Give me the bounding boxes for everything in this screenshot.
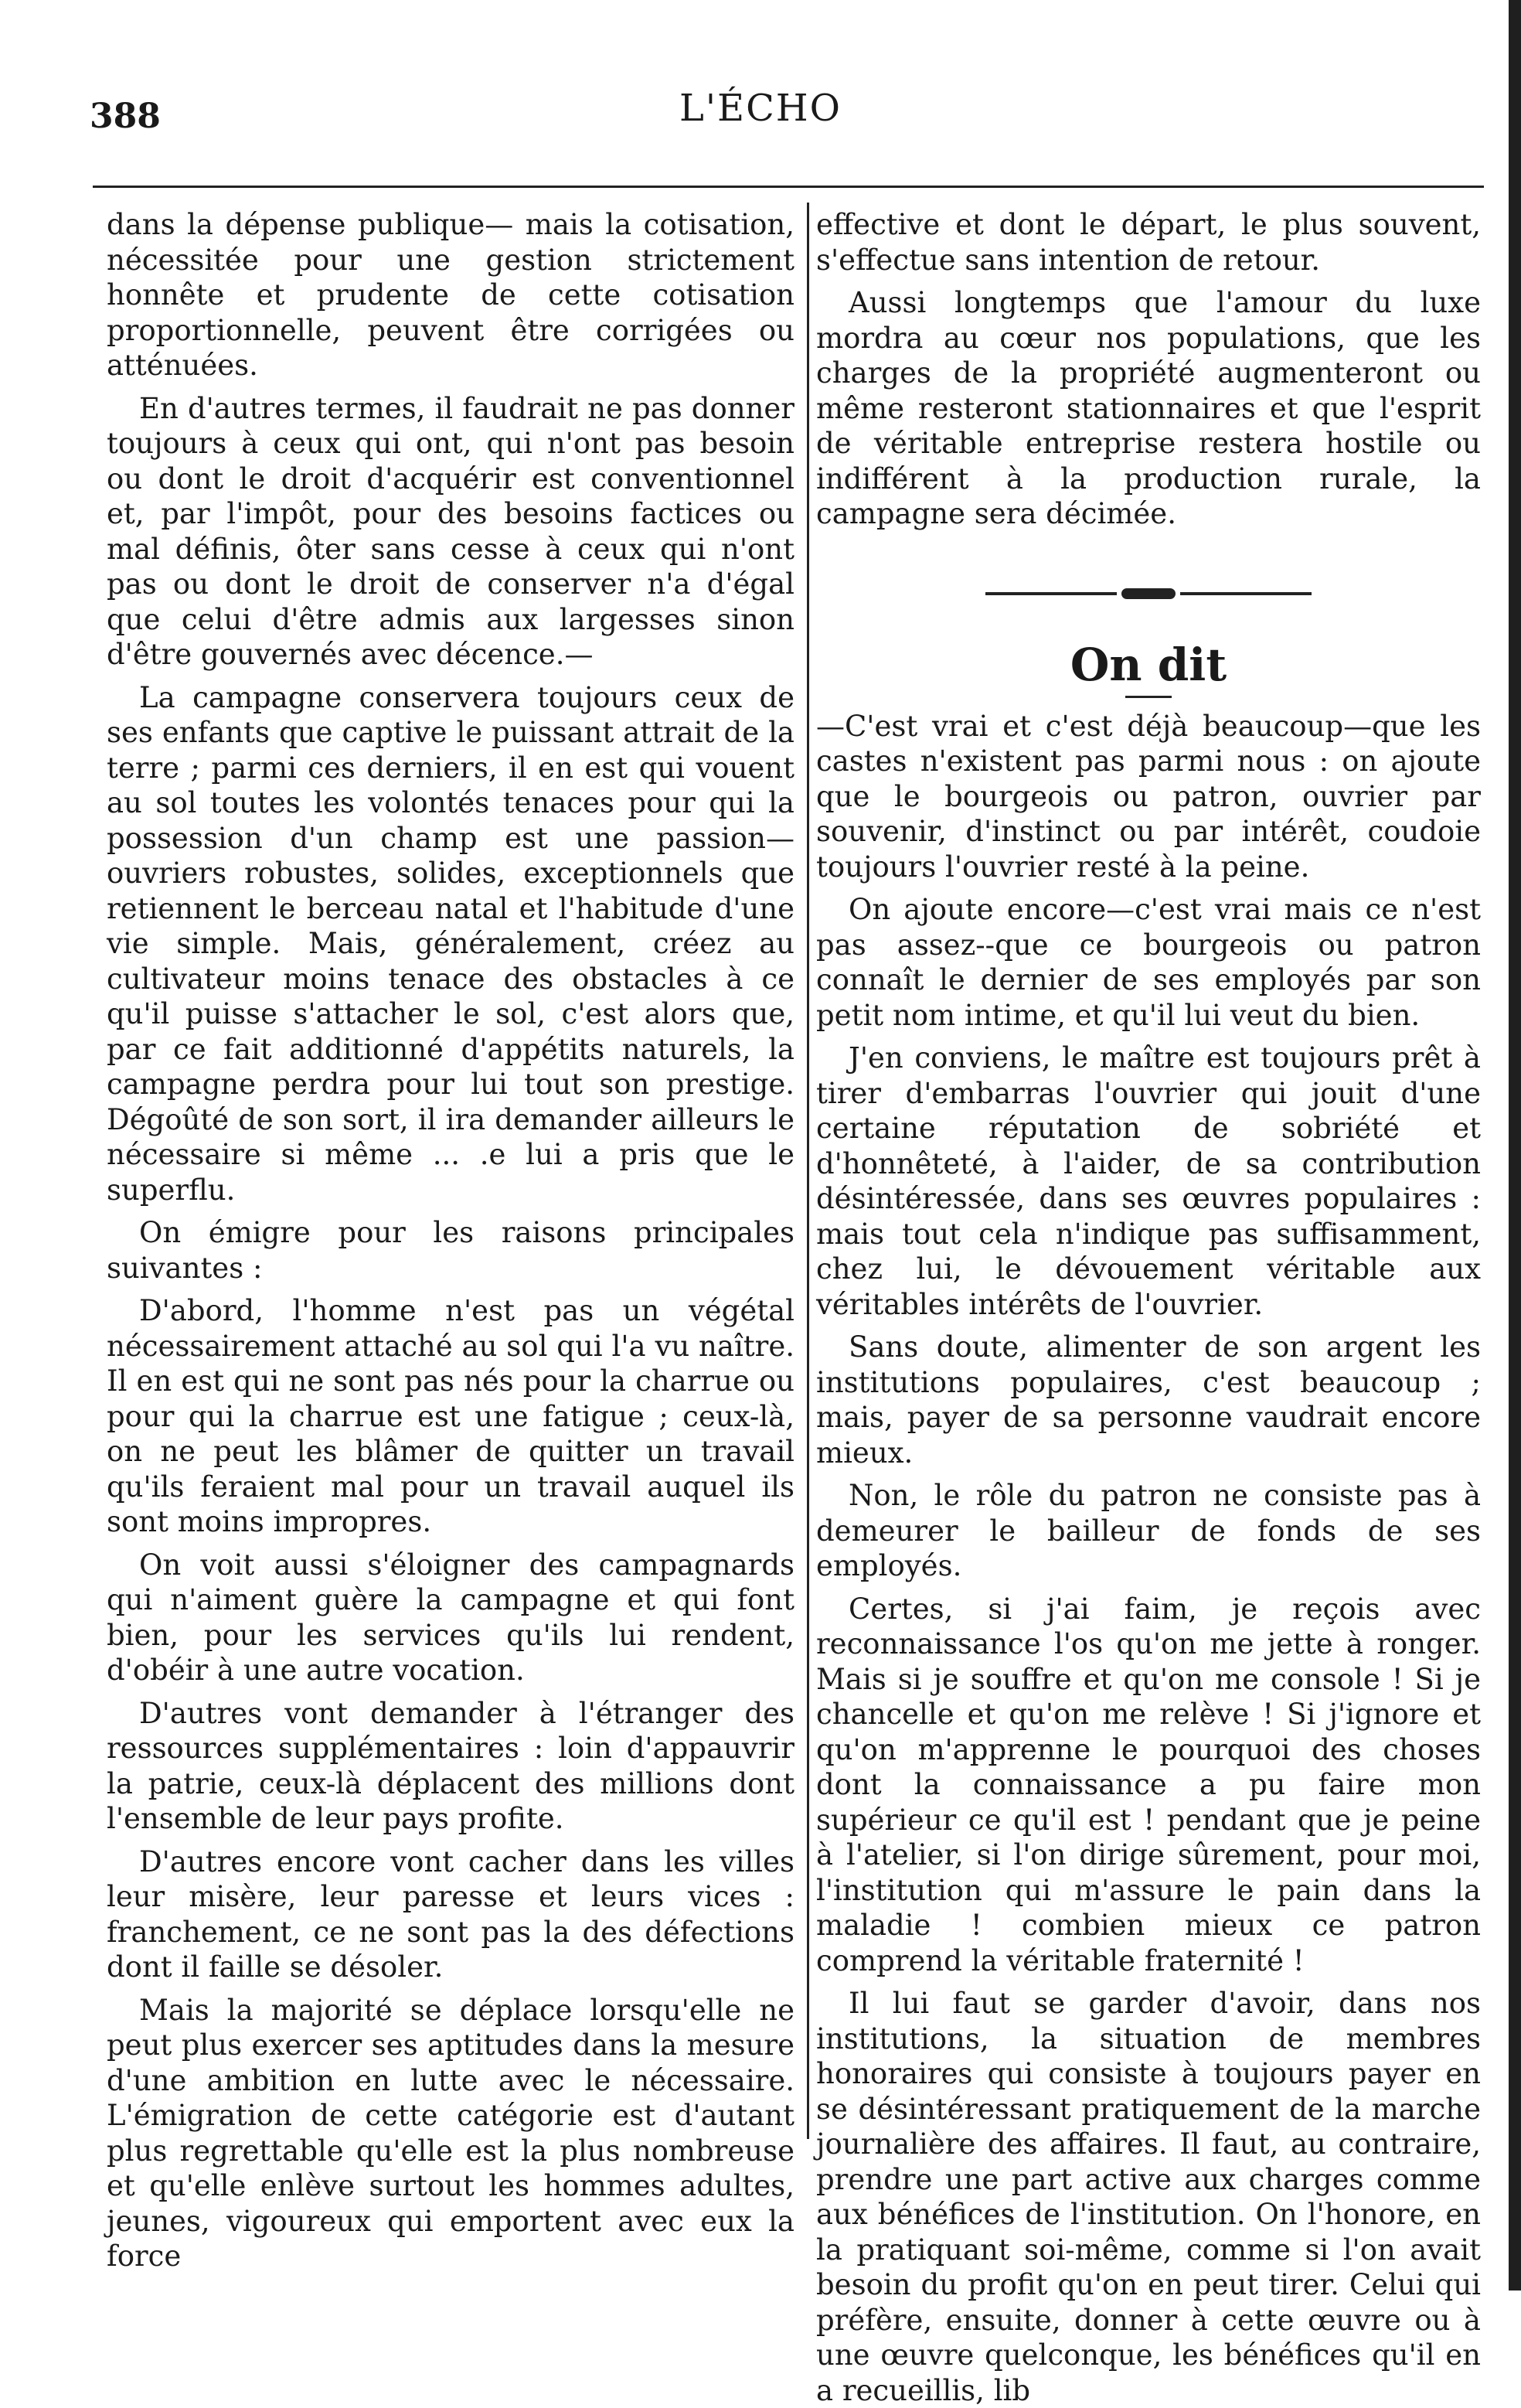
paragraph: J'en conviens, le maître est toujours prêt à tirer d'embarras l'ouvrier qui jouit d'une certaine réputation de sobriété et d'honnêteté, à l'aider, de sa contribution désintéressée, dans ses œuvres populaires : mais tout cela n'indique pas suffisamment, chez lui, le dévouement véritable aux véritables intérêts de l'ouvrier. — [816, 1041, 1481, 1321]
paragraph: D'abord, l'homme n'est pas un végétal nécessairement attaché au sol qui l'a vu naître. Il en est qui ne sont pas nés pour la charrue ou pour qui la charrue est une fatigue ; ceux-là, on ne peut les blâmer de quitter un travail qu'ils feraient mal pour un travail auquel ils sont moins impropres. — [107, 1294, 795, 1538]
page-edge-shadow — [1509, 0, 1521, 2290]
paragraph: On émigre pour les raisons principales suivantes : — [107, 1216, 795, 1285]
column-divider — [807, 203, 809, 2139]
paragraph: D'autres vont demander à l'étranger des ressources supplémentaires : loin d'appauvrir la patrie, ceux-là déplacent des millions dont l'ensemble de leur pays profite. — [107, 1696, 795, 1835]
header-rule — [93, 186, 1484, 188]
left-column — [107, 207, 795, 2274]
section-ornament — [816, 561, 1481, 626]
paragraph: dans la dépense publique— mais la cotisation, nécessitée pour une gestion strictement honnête et prudente de cette cotisation proportionnelle, peuvent être corrigées ou atténuées. — [107, 208, 795, 382]
paragraph: Mais la majorité se déplace lorsqu'elle ne peut plus exercer ses aptitudes dans la mesure d'une ambition en lutte avec le nécessaire. L'émigration de cette catégorie est d'autant plus regrettable qu'elle est la plus nombreuse et qu'elle enlève surtout les hommes adultes, jeunes, vigoureux qui emportent avec eux la force — [107, 1993, 795, 2273]
page-number: 388 — [90, 97, 161, 136]
section-title-rule — [1125, 696, 1172, 698]
paragraph: Sans doute, alimenter de son argent les institutions populaires, c'est beaucoup ; mais, payer de sa personne vaudrait encore mieux. — [816, 1330, 1481, 1470]
paragraph: D'autres encore vont cacher dans les villes leur misère, leur paresse et leurs vices : franchement, ce ne sont pas la des défections dont il faille se désoler. — [107, 1844, 795, 1984]
paragraph: En d'autres termes, il faudrait ne pas donner toujours à ceux qui ont, qui n'ont pas besoin ou dont le droit d'acquérir est conventionnel et, par l'impôt, pour des besoins factices ou mal définis, ôter sans cesse à ceux qui n'ont pas ou dont le droit de conserver n'a d'égal que celui d'être admis aux largesses sinon d'être gouvernés avec décence.— — [107, 391, 795, 671]
right-column — [816, 207, 1481, 2408]
paragraph: La campagne conservera toujours ceux de ses enfants que captive le puissant attrait de la terre ; parmi ces derniers, il en est qui vouent au sol toutes les volontés tenaces pour qui la possession d'un champ est une passion—ouvriers robustes, solides, exceptionnels que retiennent le berceau natal et l'habitude d'une vie simple. Mais, généralement, créez au cultivateur moins tenace des obstacles à ce qu'il puisse s'attacher le sol, c'est alors que, par ce fait additionné d'appétits naturels, la campagne perdra pour lui tout son prestige. Dégoûté de son sort, il ira demander ailleurs le nécessaire si même ... .e lui a pris que le superflu. — [107, 680, 795, 1207]
paragraph: Certes, si j'ai faim, je reçois avec reconnaissance l'os qu'on me jette à ronger. Mais si je souffre et qu'on me console ! Si je chancelle et qu'on me relève ! Si j'ignore et qu'on m'apprenne le pourquoi des choses dont la connaissance a pu faire mon supérieur ce qu'il est ! pendant que je peine à l'atelier, si l'on dirige sûrement, pour moi, l'institution qui m'assure le pain dans la maladie ! combien mieux ce patron comprend la véritable fraternité ! — [816, 1592, 1481, 1977]
paragraph: Il lui faut se garder d'avoir, dans nos institutions, la situation de membres honoraires qui consiste à toujours payer en se désintéressant pratiquement de la marche journalière des affaires. Il faut, au contraire, prendre une part active aux charges comme aux bénéfices de l'institution. On l'honore, en la pratiquant soi-même, comme si l'on avait besoin du profit qu'on en peut tirer. Celui qui préfère, ensuite, donner à cette œuvre ou à une œuvre quelconque, les bénéfices qu'il en a recueillis, lib — [816, 1987, 1481, 2407]
section-title: On dit — [1070, 638, 1227, 691]
paragraph: effective et dont le départ, le plus souvent, s'effectue sans intention de retour. — [816, 208, 1481, 277]
paragraph: On ajoute encore—c'est vrai mais ce n'est pas assez--que ce bourgeois ou patron connaît le dernier de ses employés par son petit nom intime, et qu'il lui veut du bien. — [816, 893, 1481, 1032]
paragraph: Non, le rôle du patron ne consiste pas à demeurer le bailleur de fonds de ses employés. — [816, 1479, 1481, 1582]
paragraph: Aussi longtemps que l'amour du luxe mordra au cœur nos populations, que les charges de la propriété augmenteront ou même resteront stationnaires et que l'esprit de véritable entreprise restera hostile ou indifférent à la production rurale, la campagne sera décimée. — [816, 286, 1481, 530]
paragraph: —C'est vrai et c'est déjà beaucoup—que les castes n'existent pas parmi nous : on ajoute que le bourgeois ou patron, ouvrier par souvenir, d'instinct ou par intérêt, coudoie toujours l'ouvrier resté à la peine. — [816, 709, 1481, 884]
running-title: L'ÉCHO — [679, 87, 842, 130]
paragraph: On voit aussi s'éloigner des campagnards qui n'aiment guère la campagne et qui font bien, pour les services qu'ils lui rendent, d'obéir à une autre vocation. — [107, 1548, 795, 1687]
